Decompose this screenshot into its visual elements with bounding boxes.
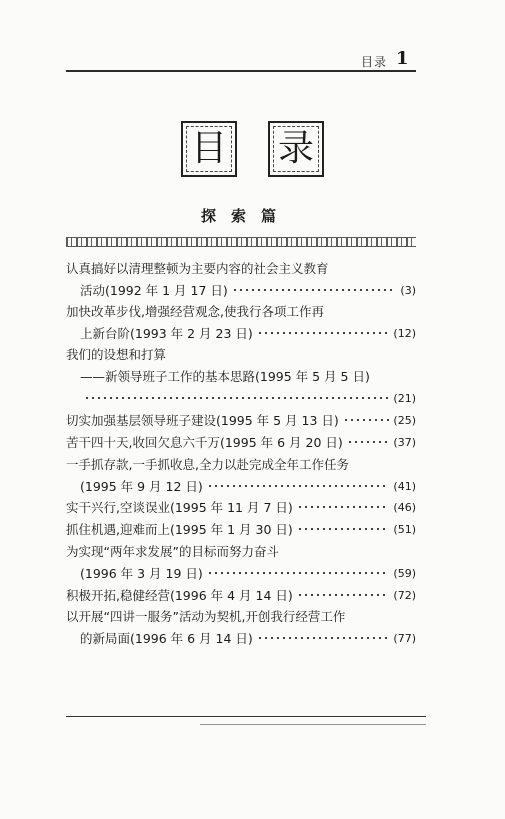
toc-line [66,432,416,452]
toc-text: 的新局面(1996 年 6 月 14 日) [80,631,253,646]
toc-text: 我们的设想和打算 [66,347,167,362]
page-header [0,0,505,80]
toc-line [66,585,416,605]
leader-dots [232,284,397,296]
title-box-left [181,121,237,177]
toc-line [66,301,416,321]
toc-text: 一手抓存款,一手抓收息,全力以赴完成全年工作任务 [66,457,349,472]
toc-text: 苦干四十天,收回欠息六千万(1995 年 6 月 20 日) [66,435,343,450]
toc-page: (51) [393,522,416,536]
toc-line [80,388,416,408]
leader-dots [207,567,390,579]
footer-rule-faint [200,724,426,725]
toc-page: (37) [393,435,416,449]
toc-line [66,454,416,474]
title-box-right [268,121,324,177]
header-label: 目录 [361,55,388,69]
toc-page: (46) [393,500,416,514]
footer-rule [66,716,426,717]
leader-dots [343,414,390,426]
toc-page: (12) [393,326,416,340]
leader-dots [297,501,390,513]
toc-text: 抓住机遇,迎难而上(1995 年 1 月 30 日) [66,522,293,537]
toc-line [66,497,416,517]
decorative-border [66,237,416,247]
toc-line [66,410,416,430]
toc-line [80,280,416,300]
toc-page: (3) [400,283,416,297]
toc-line [80,323,416,343]
toc-page: (72) [393,588,416,602]
toc-text: 切实加强基层领导班子建设(1995 年 5 月 13 日) [66,413,339,428]
toc-line [80,366,416,386]
toc-line [66,258,416,278]
title-char-1: 目 [190,128,227,169]
toc-page: (59) [393,566,416,580]
toc-text: 以开展“四讲一服务”活动为契机,开创我行经营工作 [66,609,346,624]
toc-line [80,563,416,583]
toc-line [80,476,416,496]
title-char-2: 录 [277,128,314,169]
toc-text: 认真搞好以清理整顿为主要内容的社会主义教育 [66,261,329,276]
toc-text: 为实现“两年求发展”的目标而努力奋斗 [66,544,279,559]
leader-dots [347,436,390,448]
header-page-number: 1 [396,48,409,69]
toc-text: 积极开拓,稳健经营(1996 年 4 月 14 日) [66,588,293,603]
toc-line [66,344,416,364]
toc-line [66,606,416,626]
toc-text: 上新台阶(1993 年 2 月 23 日) [80,326,253,341]
leader-dots [297,523,390,535]
toc-text: (1995 年 9 月 12 日) [80,479,203,494]
toc-page: (41) [393,479,416,493]
leader-dots [257,327,390,339]
toc-text: ——新领导班子工作的基本思路(1995 年 5 月 5 日) [80,369,370,384]
toc-text: 活动(1992 年 1 月 17 日) [80,283,228,298]
leader-dots [84,392,389,404]
toc-page: (21) [393,391,416,405]
section-heading: 探索篇 [201,207,292,225]
toc-line [66,541,416,561]
toc-text: 实干兴行,空谈误业(1995 年 11 月 7 日) [66,500,293,515]
leader-dots [297,589,390,601]
toc-page: (77) [393,631,416,645]
leader-dots [207,480,390,492]
leader-dots [257,632,390,644]
toc-text: (1996 年 3 月 19 日) [80,566,203,581]
toc-line [66,519,416,539]
toc-text: 加快改革步伐,增强经营观念,使我行各项工作再 [66,304,324,319]
header-rule [66,70,416,72]
toc-line [80,628,416,648]
toc-page: (25) [393,413,416,427]
